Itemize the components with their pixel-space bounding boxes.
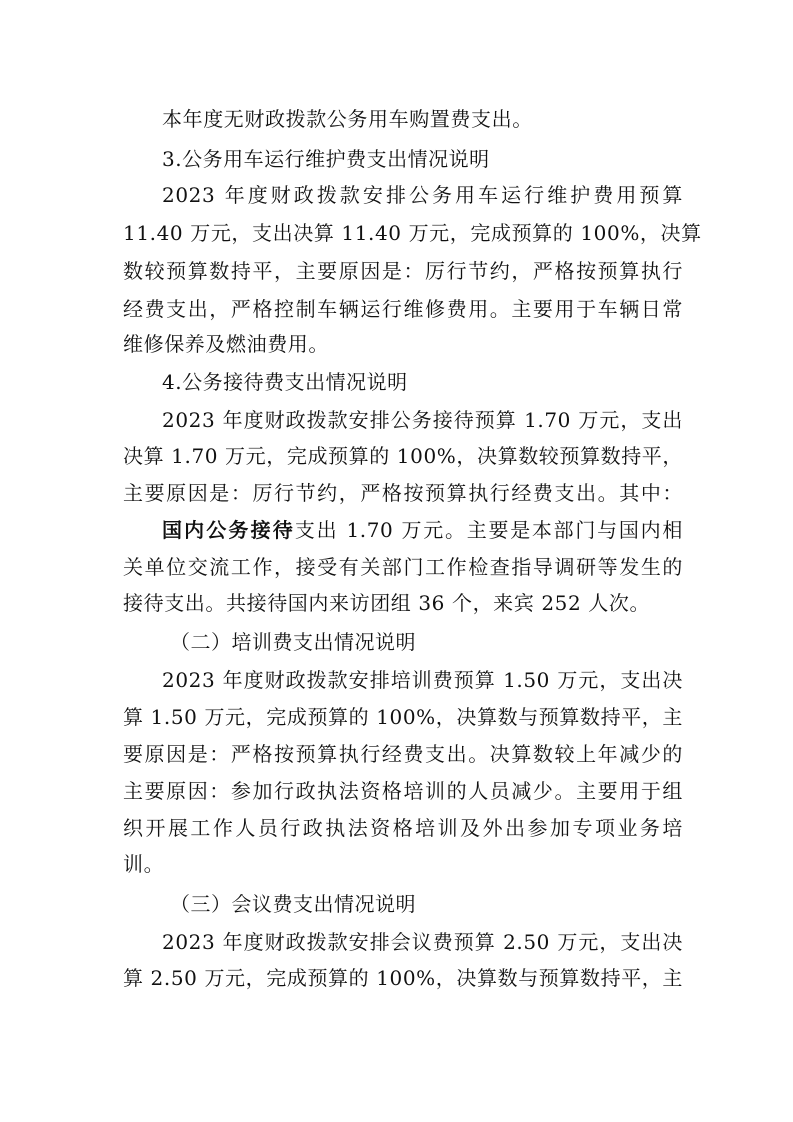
paragraph-line: 2023 年度财政拨款安排培训费预算 1.50 万元，支出决 [162,668,683,692]
paragraph-line: 11.40 万元，支出决算 11.40 万元，完成预算的 100%，决算 [123,221,702,245]
paragraph-line: 维修保养及燃油费用。 [123,332,329,356]
paragraph-line: 决算 1.70 万元，完成预算的 100%，决算数较预算数持平， [123,444,683,468]
paragraph-line: 2023 年度财政拨款安排公务用车运行维护费用预算 [162,183,683,207]
section-heading-meeting: （三）会议费支出情况说明 [170,892,416,916]
paragraph-line: 本年度无财政拨款公务用车购置费支出。 [162,107,533,131]
paragraph-line: 主要原因是：厉行节约，严格按预算执行经费支出。其中： [123,481,683,505]
paragraph-line: 要原因是：严格按预算执行经费支出。决算数较上年减少的 [123,742,683,766]
paragraph-line [162,512,683,548]
paragraph-text: 支出 1.70 万元。主要是本部门与国内相 [294,518,683,542]
section-heading-training: （二）培训费支出情况说明 [170,630,416,654]
paragraph-line: 经费支出，严格控制车辆运行维修费用。主要用于车辆日常 [123,297,683,321]
paragraph-line: 算 1.50 万元，完成预算的 100%，决算数与预算数持平，主 [123,705,683,729]
paragraph-line: 训。 [123,852,165,876]
paragraph-line: 数较预算数持平，主要原因是：厉行节约，严格按预算执行 [123,259,683,283]
section-heading-vehicle-maintenance: 3.公务用车运行维护费支出情况说明 [162,147,490,171]
paragraph-line: 关单位交流工作，接受有关部门工作检查指导调研等发生的 [123,555,683,579]
paragraph-line: 主要原因：参加行政执法资格培训的人员减少。主要用于组 [123,779,683,803]
bold-term-domestic-reception: 国内公务接待 [162,518,295,542]
paragraph-line: 2023 年度财政拨款安排会议费预算 2.50 万元，支出决 [162,930,683,954]
paragraph-line: 接待支出。共接待国内来访团组 36 个，来宾 252 人次。 [123,591,651,615]
paragraph-line: 2023 年度财政拨款安排公务接待预算 1.70 万元，支出 [162,408,683,432]
paragraph-line: 织开展工作人员行政执法资格培训及外出参加专项业务培 [123,816,683,840]
section-heading-reception: 4.公务接待费支出情况说明 [162,370,408,394]
paragraph-line: 算 2.50 万元，完成预算的 100%，决算数与预算数持平，主 [123,966,683,990]
